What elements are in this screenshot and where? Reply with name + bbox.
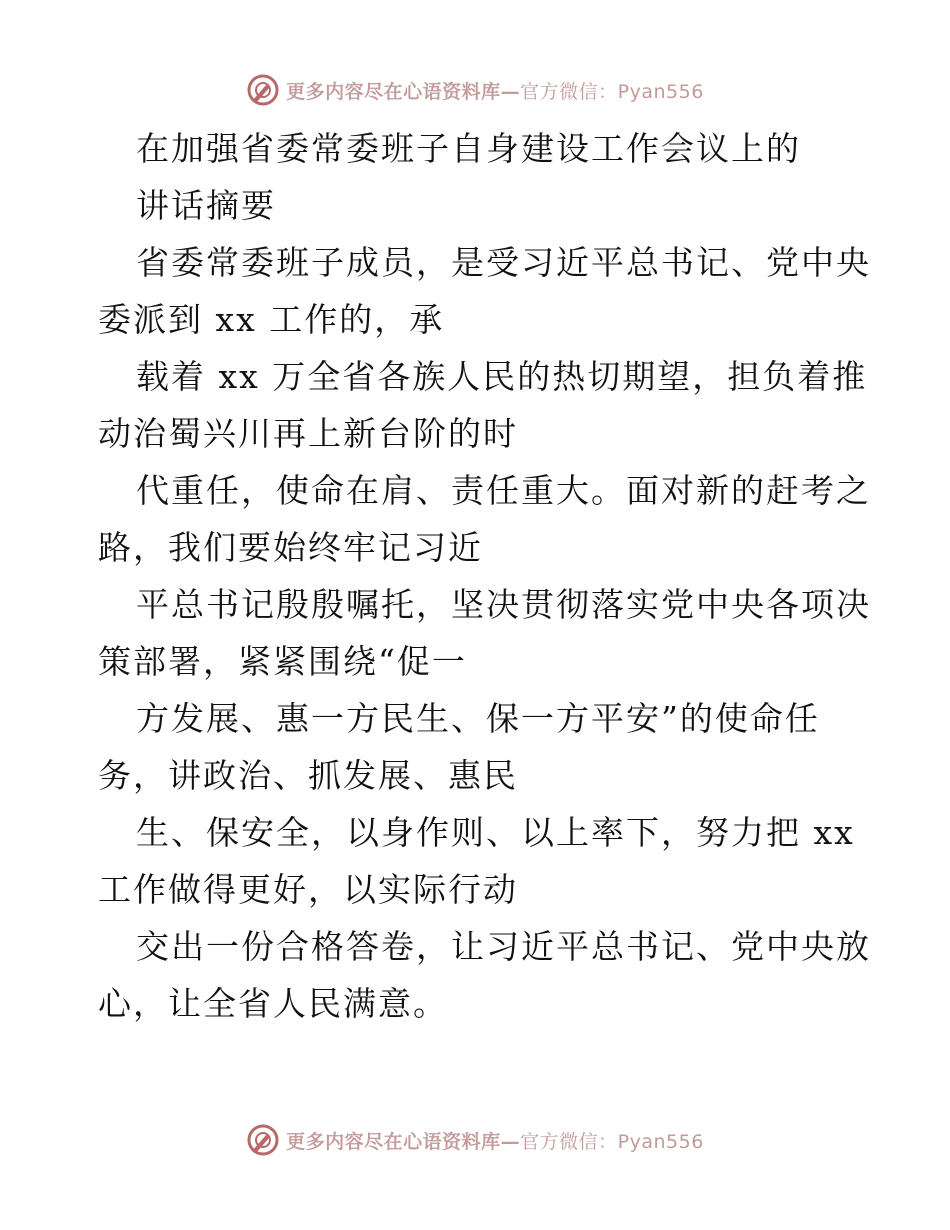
paragraph-line: 载着 xx 万全省各族人民的热切期望，担负着推	[136, 357, 868, 396]
title-line-2: 讲话摘要	[136, 186, 276, 225]
paragraph-line: 心，让全省人民满意。	[98, 984, 448, 1023]
footer-slogan: 更多内容尽在心语资料库—	[286, 1130, 521, 1153]
title-line-1: 在加强省委常委班子自身建设工作会议上的	[136, 129, 801, 168]
paragraph-line: 省委常委班子成员，是受习近平总书记、党中央	[136, 243, 871, 282]
paragraph-line: 生、保安全，以身作则、以上率下，努力把 xx	[136, 813, 855, 852]
paragraph-line: 交出一份合格答卷，让习近平总书记、党中央放	[136, 927, 871, 966]
paragraph-line: 代重任，使命在肩、责任重大。面对新的赶考之	[136, 471, 871, 510]
paragraph-line: 平总书记殷殷嘱托，坚决贯彻落实党中央各项决	[136, 585, 871, 624]
paragraph-line: 方发展、惠一方民生、保一方平安”的使命任	[136, 699, 820, 738]
footer-banner	[0, 1120, 950, 1160]
footer-contact: 官方微信：Pyan556	[520, 1130, 704, 1153]
header-slogan: 更多内容尽在心语资料库—	[286, 80, 521, 103]
paragraph-line: 动治蜀兴川再上新台阶的时	[98, 414, 518, 453]
header-contact: 官方微信：Pyan556	[520, 80, 704, 103]
paragraph-line: 委派到 xx 工作的，承	[98, 300, 445, 339]
seal-logo-icon	[246, 1123, 280, 1157]
paragraph-line: 策部署，紧紧围绕“促一	[98, 642, 467, 681]
document-body	[98, 120, 871, 1032]
paragraph-line: 工作做得更好，以实际行动	[98, 870, 518, 909]
paragraph-line: 务，讲政治、抓发展、惠民	[98, 756, 518, 795]
paragraph-line: 路，我们要始终牢记习近	[98, 528, 483, 567]
header-banner	[0, 70, 950, 110]
seal-logo-icon	[246, 73, 280, 107]
